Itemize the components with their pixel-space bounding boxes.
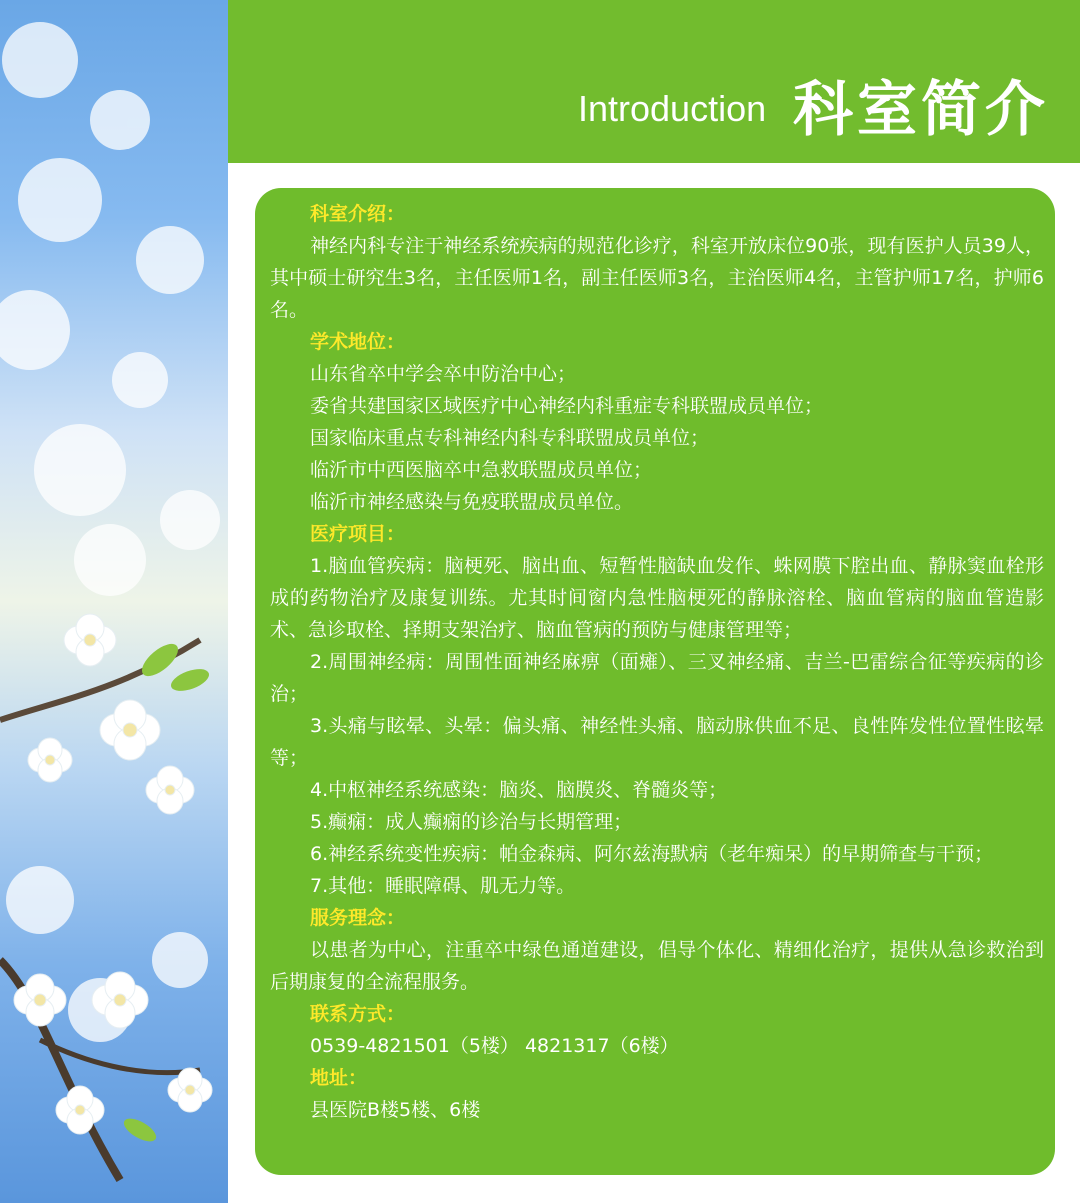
section-heading-contact: 联系方式：: [310, 1003, 406, 1025]
medical-item: 7.其他：睡眠障碍、肌无力等。: [310, 875, 576, 897]
intro-text: 神经内科专注于神经系统疾病的规范化诊疗，科室开放床位90张，现有医护人员39人，其中硕士研究生3名，主任医师1名，副主任医师3名，主治医师4名，主管护师17名，护师6名。: [270, 235, 1044, 321]
medical-item: 6.神经系统变性疾病：帕金森病、阿尔兹海默病（老年痴呆）的早期筛查与干预；: [310, 843, 994, 865]
medical-item: 2.周围神经病：周围性面神经麻痹（面瘫）、三叉神经痛、吉兰-巴雷综合征等疾病的诊治；: [270, 651, 1044, 705]
academic-item: 临沂市神经感染与免疫联盟成员单位。: [310, 491, 634, 513]
medical-item: 4.中枢神经系统感染：脑炎、脑膜炎、脊髓炎等；: [310, 779, 728, 801]
section-heading-intro: 科室介绍：: [310, 203, 406, 225]
academic-item: 委省共建国家区域医疗中心神经内科重症专科联盟成员单位；: [310, 395, 824, 417]
header-banner: [228, 0, 1080, 163]
section-heading-service: 服务理念：: [310, 907, 406, 929]
content-text: [270, 198, 1044, 1126]
title-chinese: 科室简介: [793, 75, 1049, 145]
contact-phone: 0539-4821501（5楼） 4821317（6楼）: [310, 1035, 679, 1057]
service-text: 以患者为中心，注重卒中绿色通道建设，倡导个体化、精细化治疗，提供从急诊救治到后期康复的全流程服务。: [270, 939, 1044, 993]
academic-item: 临沂市中西医脑卒中急救联盟成员单位；: [310, 459, 653, 481]
blossom-illustration: [0, 0, 228, 1203]
academic-item: 国家临床重点专科神经内科专科联盟成员单位；: [310, 427, 710, 449]
title-english: Introduction: [578, 88, 767, 129]
medical-item: 1.脑血管疾病：脑梗死、脑出血、短暂性脑缺血发作、蛛网膜下腔出血、静脉窦血栓形成的药物治疗及康复训练。尤其时间窗内急性脑梗死的静脉溶栓、脑血管病的脑血管造影术、急诊取栓、择期支架治疗、脑血管病的预防与健康管理等；: [270, 555, 1044, 641]
blossom-photo: [0, 0, 228, 1203]
section-heading-medical: 医疗项目：: [310, 523, 406, 545]
section-heading-academic: 学术地位：: [310, 331, 406, 353]
section-heading-address: 地址：: [310, 1067, 368, 1089]
academic-item: 山东省卒中学会卒中防治中心；: [310, 363, 577, 385]
address-text: 县医院B楼5楼、6楼: [310, 1099, 481, 1121]
medical-item: 3.头痛与眩晕、头晕：偏头痛、神经性头痛、脑动脉供血不足、良性阵发性位置性眩晕等；: [270, 715, 1044, 769]
medical-item: 5.癫痫：成人癫痫的诊治与长期管理；: [310, 811, 633, 833]
